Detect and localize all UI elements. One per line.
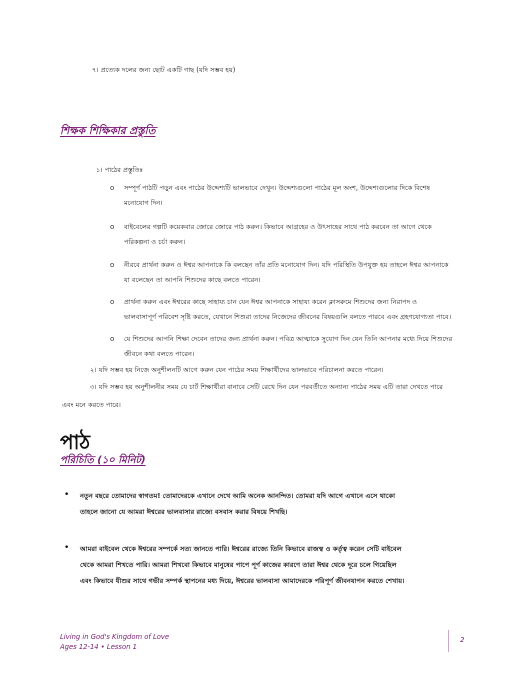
prep-item-5-line1: যে শিশুদের আপনি শিক্ষা দেবেন তাদের জন্য প্রার্থনা করুন। পবিত্র আত্মাকে সুযোগ দিন যেন তিনি আপনার মধ্যে দিয়ে শিশুদের <box>124 335 453 343</box>
bullet-icon: • <box>64 490 70 500</box>
prep-item-2-line1: বাইবেলের গল্পটি কয়েকবার জোরে জোরে পাঠ করুন। কিভাবে আগ্রহের ও উৎসাহের সাথে পাঠ করবেন তা আগে থেকে <box>124 223 432 231</box>
lesson-prep-title: ১। পাঠের প্রস্তুতিঃ <box>96 166 144 174</box>
prep-note-2: ২। যদি সম্ভব হয় নিজে অনুশীলনটি আগে করুন যেন পাঠের সময় শিক্ষার্থীদের ভালভাবে পরিচালনা করতে পারেন। <box>90 366 384 374</box>
lesson-heading: পাঠ <box>60 430 91 454</box>
footer <box>60 632 169 652</box>
materials-item-7: ৭। প্রত্যেক দলের জন্য ছোট একটি গাছ (যদি সম্ভব হয়) <box>92 66 236 74</box>
intro-paragraph-2-line1: আমরা বাইবেল থেকে ঈশ্বরের সম্পর্কে সত্য জানতে পারি। ঈশ্বরের রাজ্যে তিনি কিভাবে রাজত্ব ও কর্তৃত্ব করেন সেটি বাইবেল <box>80 545 402 553</box>
prep-item-3-line1: নীরবে প্রার্থনা করুন ও ঈশ্বর আপনাকে কি বলছেন তাঁর প্রতি মনোযোগ দিন। যদি পরিস্থিতি উপযুক্ত হয় তাহলে ঈশ্বর আপনাকে <box>124 261 449 269</box>
prep-note-3-line1: ৩। যদি সম্ভব হয় অনুশীলনীর সময় যে চার্ট শিক্ষার্থীরা বানাবে সেটি রেখে দিন যেন পরবর্তীতে অন্যান্য পাঠের সময় এটি তারা দেখতে পারে <box>90 383 443 391</box>
sub-bullet-icon: o <box>110 298 115 306</box>
intro-paragraph-1-line2: তাহলে জানো যে আমরা ঈশ্বরের ভালবাসার রাজ্যে বসবাস করার বিষয়ে শিখছি। <box>80 508 288 516</box>
prep-item-5-line2: জীবনে কথা বলতে পারেন। <box>124 350 195 358</box>
intro-paragraph-1-line1: নতুন বছরে তোমাদের স্বাগতম! তোমাদেরকে এখানে দেখে আমি অনেক আনন্দিত। তোমরা যদি আগে এখানে এসে থাকো <box>80 492 396 500</box>
prep-item-4-line2: ভালবাসাপূর্ণ পরিবেশ সৃষ্টি করতে, যেখানে শিশুরা তাদের নিজেদের জীবনের বিষয়গুলি বলতে পারবে এবং গ্রহণযোগ্যতা পাবে। <box>124 313 452 321</box>
sub-bullet-icon: o <box>110 261 115 269</box>
prep-item-2-line2: পরিকল্পনা ও চর্চা করুন। <box>124 238 186 246</box>
bullet-icon: • <box>64 543 70 553</box>
intro-heading: পরিচিতি (১০ মিনিট) <box>60 455 146 466</box>
teacher-prep-heading: শিক্ষক শিক্ষিকার প্রস্তুতি <box>60 125 156 137</box>
intro-paragraph-1 <box>80 488 485 520</box>
intro-paragraph-2-line2: থেকে আমরা শিখতে পারি। আমরা শিখবো কিভাবে মানুষের পাপে পূর্ণ কাজের কারণে তারা ঈশ্বর থেকে দূরে চলে গিয়েছিল <box>80 561 397 569</box>
prep-item-5 <box>124 332 496 362</box>
prep-item-4 <box>124 295 496 325</box>
sub-bullet-icon: o <box>110 335 115 343</box>
footer-title: Living in God's Kingdom of Love <box>60 633 170 641</box>
footer-subtitle: Ages 12-14 • Lesson 1 <box>60 643 137 651</box>
prep-item-4-line1: প্রার্থনা করুন এবং ঈশ্বরের কাছে সাহায্য চান যেন ঈশ্বর আপনাকে সাহায্য করেন ক্লাসরুমে শিশুদের জন্য নিরাপদ ও <box>124 298 417 306</box>
prep-item-1-line2: মনোযোগ দিন। <box>124 199 163 207</box>
footer-divider <box>448 630 449 652</box>
prep-item-2 <box>124 220 496 250</box>
prep-note-3-line2: এবং মনে করতে পারে। <box>62 401 121 409</box>
sub-bullet-icon: o <box>110 184 115 192</box>
prep-item-1 <box>124 181 496 211</box>
sub-bullet-icon: o <box>110 223 115 231</box>
prep-item-3-line2: যা বলেছেন তা আপনি শিশুদের কাছে বলতে পারেন। <box>124 276 261 284</box>
intro-paragraph-2 <box>80 541 485 589</box>
intro-paragraph-2-line3: এবং কিভাবে যীশুর সাথে গভীর সম্পর্ক স্থাপনের মধ্য দিয়ে, ঈশ্বরের ভালবাসা আমাদেরকে পরিপূর্ণ জীবনযাপন করতে শেখায়। <box>80 577 405 585</box>
prep-item-1-line1: সম্পূর্ণ পাঠটি পড়ুন এবং পাঠের উদ্দেশ্যটি ভালভাবে দেখুন। উদ্দেশ্যগুলো পাঠের মূল অংশ, উদ্দেশ্যগুলোর দিকে বিশেষ <box>124 184 431 192</box>
prep-item-3 <box>124 258 496 288</box>
page-number: 2 <box>460 636 465 644</box>
